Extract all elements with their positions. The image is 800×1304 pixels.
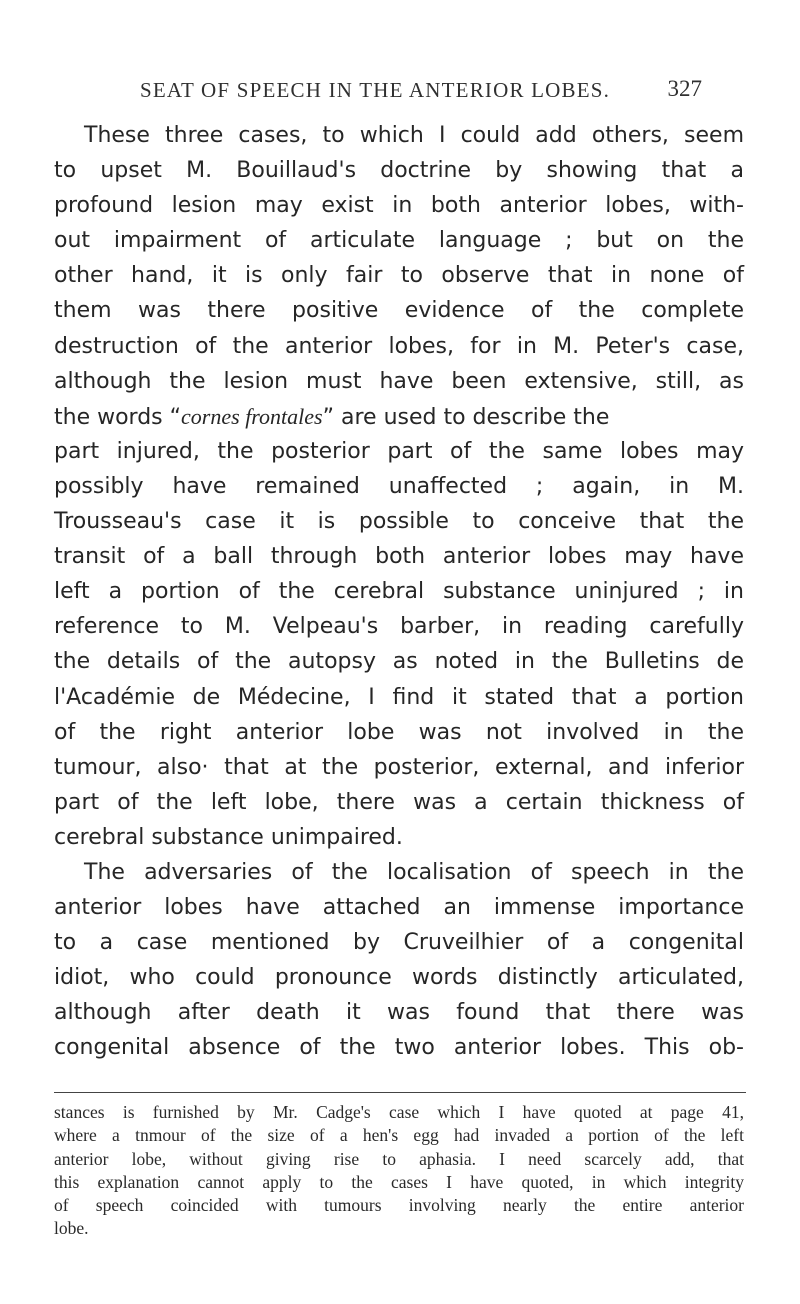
body-line: part injured, the posterior part of the same lobes may xyxy=(54,438,744,464)
body-line: cerebral substance unimpaired. xyxy=(54,824,403,850)
body-line: of the right anterior lobe was not involved in the xyxy=(54,719,744,745)
body-line: These three cases, to which I could add others, seem xyxy=(84,123,744,148)
body-line: tumour, also· that at the posterior, external, and inferior xyxy=(54,754,744,780)
page-number: 327 xyxy=(667,76,702,101)
body-line: to a case mentioned by Cruveilhier of a congenital xyxy=(54,930,744,956)
footnote-line: where a tnmour of the size of a hen's egg had invaded a portion of the left xyxy=(54,1125,744,1146)
footnote-line: stances is furnished by Mr. Cadge's case which I have quoted at page 41, xyxy=(54,1102,744,1122)
running-head xyxy=(140,78,700,103)
body-line: left a portion of the cerebral substance uninjured ; in xyxy=(54,579,744,605)
body-line: out impairment of articulate language ; but on the xyxy=(54,228,744,254)
body-text xyxy=(54,118,744,1066)
footnote-line: of speech coincided with tumours involving nearly the entire anterior xyxy=(54,1195,744,1216)
footnote-line: this explanation cannot apply to the cases I have quoted, in which integrity xyxy=(54,1171,744,1192)
italic-phrase: cornes frontales xyxy=(181,403,323,429)
body-line: other hand, it is only fair to observe that in none of xyxy=(54,263,744,289)
body-line: Trousseau's case it is possible to conceive that the xyxy=(54,509,744,535)
footnote-line: anterior lobe, without giving rise to aphasia. I need scarcely add, that xyxy=(54,1148,744,1169)
body-line: anterior lobes have attached an immense importance xyxy=(54,895,744,921)
body-line: reference to M. Velpeau's barber, in reading carefully xyxy=(54,614,744,640)
body-line-tail: ” are used to describe the xyxy=(322,404,610,430)
body-line: part of the left lobe, there was a certain thickness of xyxy=(54,789,744,815)
body-line: l'Académie de Médecine, I find it stated that a portion xyxy=(54,684,744,710)
running-head-title: SEAT OF SPEECH IN THE ANTERIOR LOBES. xyxy=(140,78,611,102)
body-line: The adversaries of the localisation of speech in the xyxy=(84,859,744,885)
open-quote: “ xyxy=(169,404,182,430)
footnote xyxy=(54,1101,744,1241)
body-line: profound lesion may exist in both anterior lobes, with- xyxy=(54,193,744,219)
body-line: although after death it was found that there was xyxy=(54,1000,744,1026)
footnote-divider xyxy=(54,1092,746,1093)
body-line: possibly have remained unaffected ; again, in M. xyxy=(54,473,744,499)
body-line-lead: the words “cornes frontales” are used to describe the xyxy=(54,403,610,430)
body-line: although the lesion must have been extensive, still, as xyxy=(54,368,744,394)
body-line: the details of the autopsy as noted in the Bulletins de xyxy=(54,649,744,675)
body-line: to upset M. Bouillaud's doctrine by showing that a xyxy=(54,158,744,184)
body-line: idiot, who could pronounce words distinctly articulated, xyxy=(54,965,744,991)
body-line: them was there positive evidence of the complete xyxy=(54,298,744,324)
body-line: destruction of the anterior lobes, for in M. Peter's case, xyxy=(54,333,744,359)
body-line: transit of a ball through both anterior lobes may have xyxy=(54,544,744,570)
footnote-line: lobe. xyxy=(54,1218,89,1239)
body-line-with-italic xyxy=(54,399,744,434)
body-line: congenital absence of the two anterior lobes. This ob- xyxy=(54,1035,744,1061)
